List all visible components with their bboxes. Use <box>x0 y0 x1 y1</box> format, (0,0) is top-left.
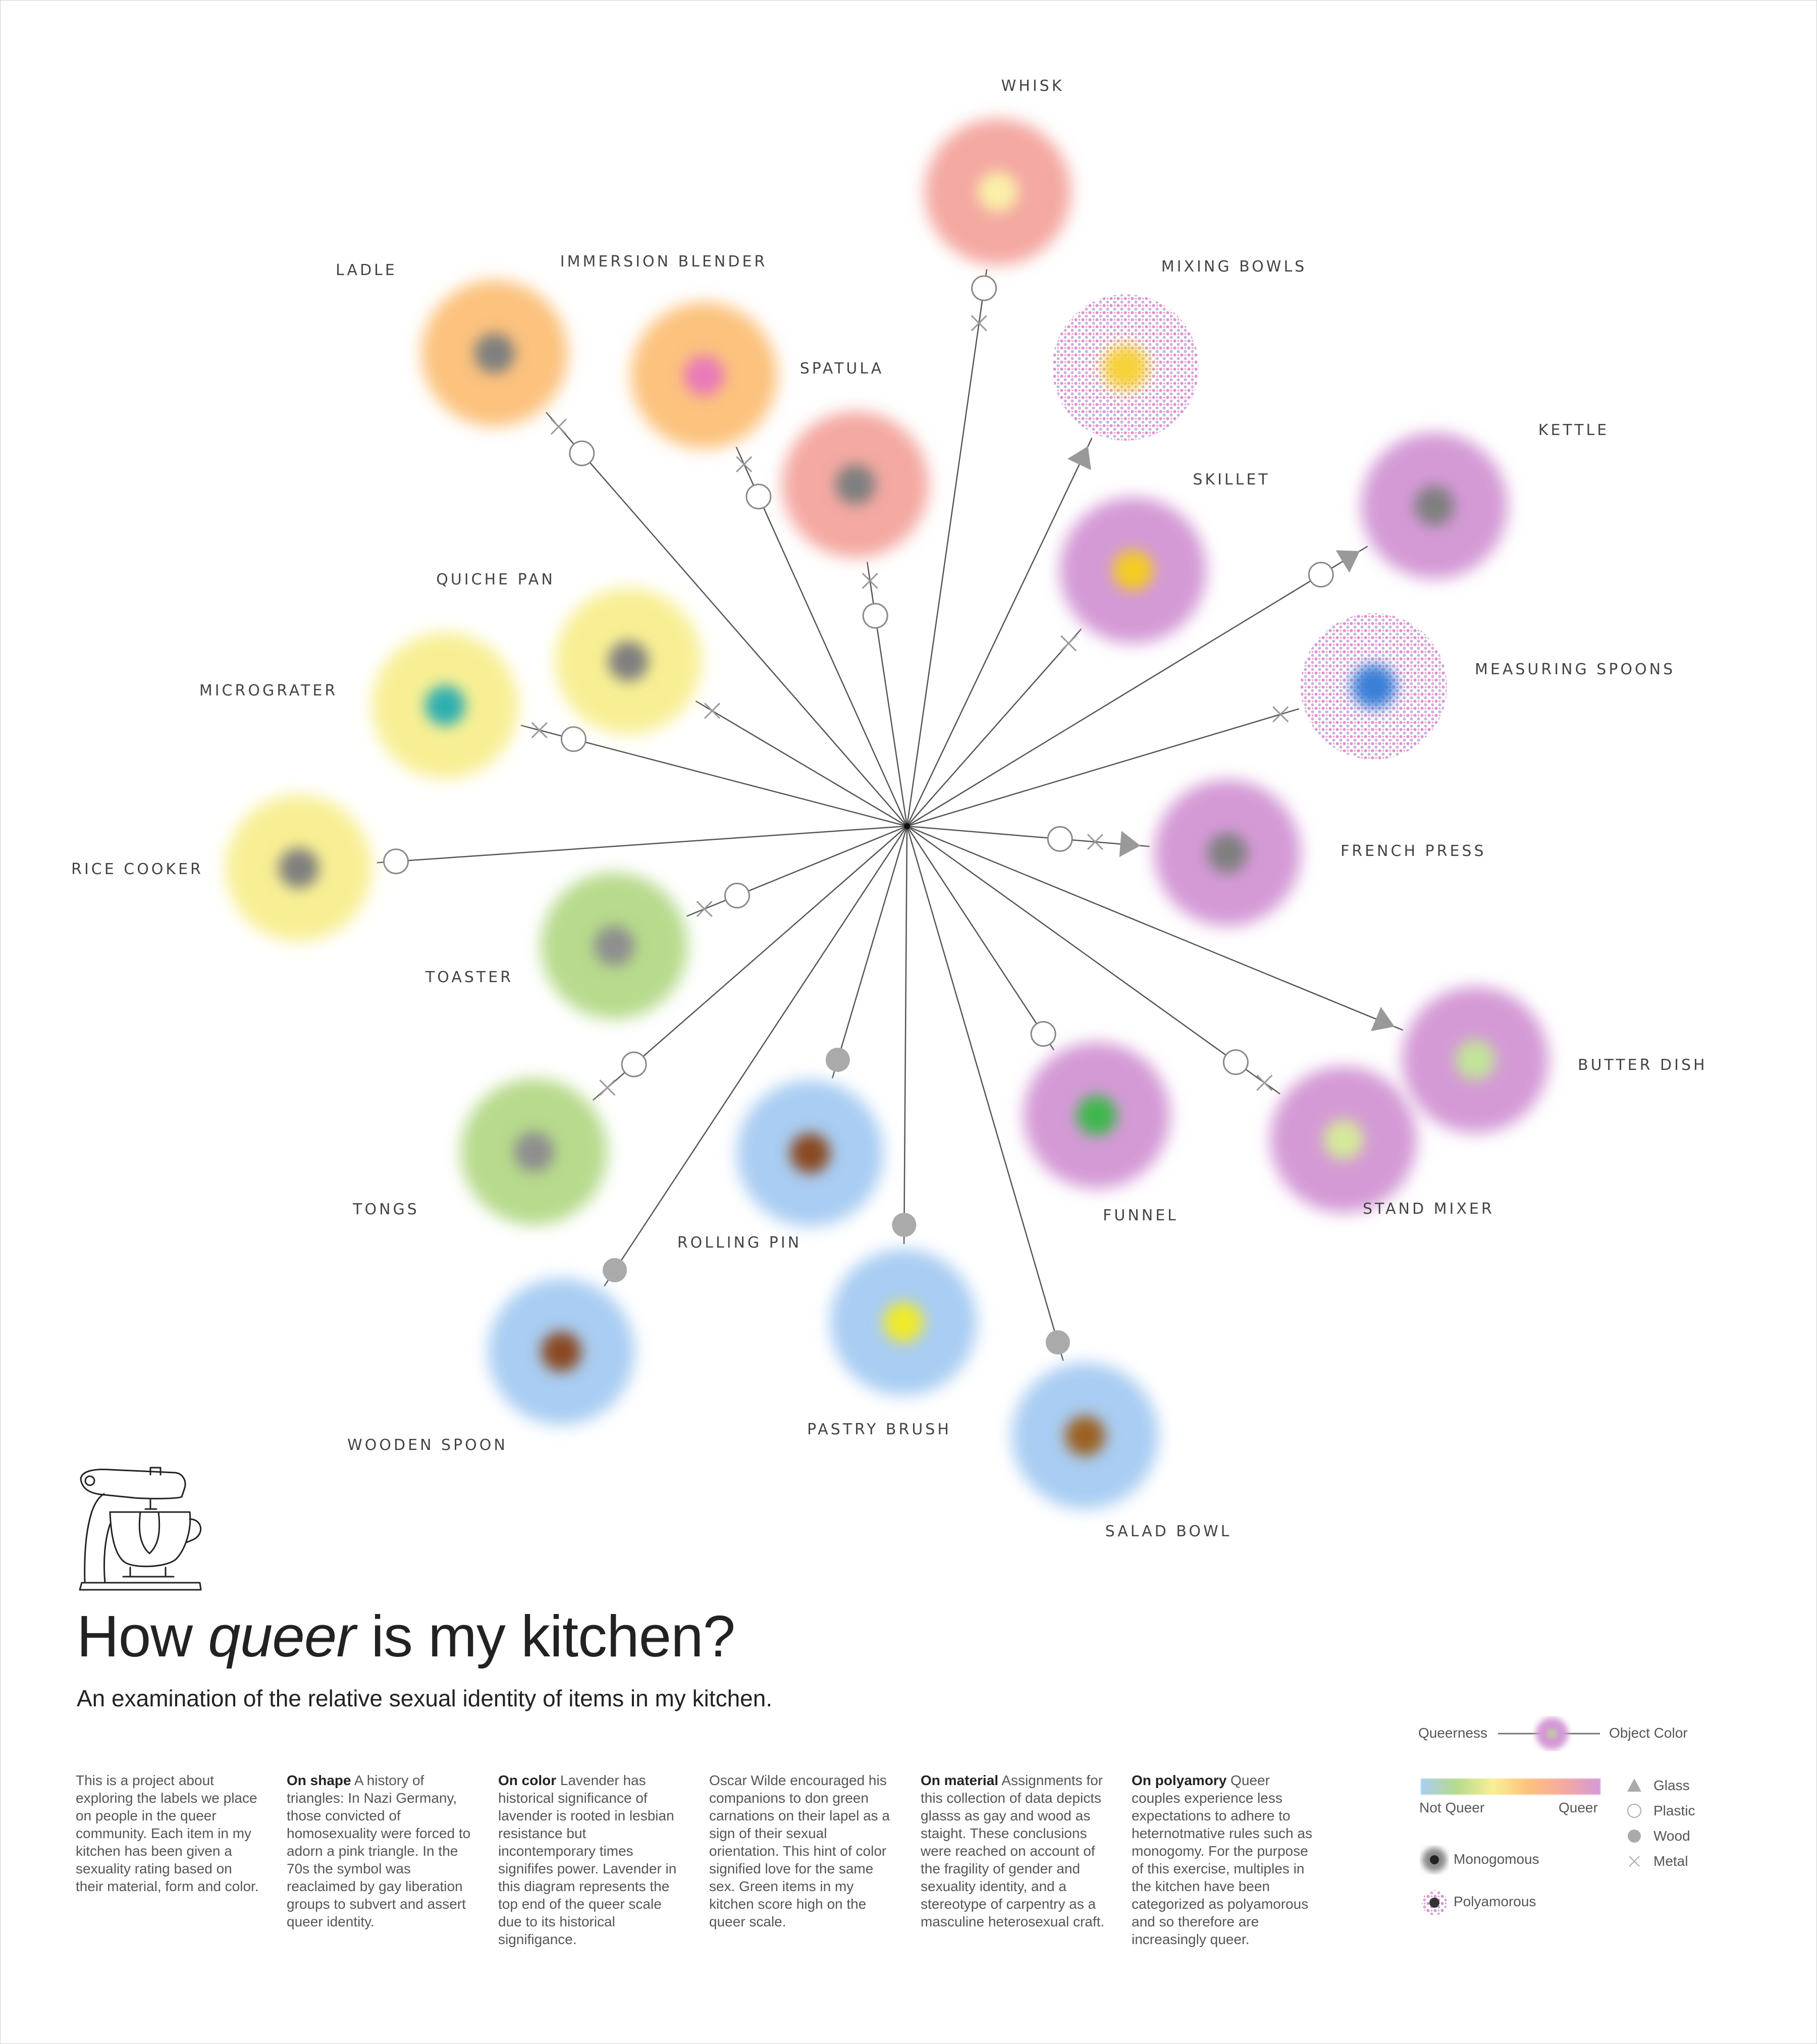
spoke-funnel <box>907 826 1054 1050</box>
item-core-butter-dish <box>1455 1040 1495 1080</box>
item-label-whisk: WHISK <box>1001 77 1064 95</box>
item-label-wooden-spoon: WOODEN SPOON <box>347 1436 508 1454</box>
plastic-marker-icon <box>1309 563 1333 587</box>
wood-dot-icon <box>1624 1826 1644 1846</box>
item-core-french-press <box>1207 833 1248 873</box>
item-label-funnel: FUNNEL <box>1103 1207 1179 1224</box>
plastic-marker-icon <box>384 849 408 874</box>
text-column-material: On material Assignments for this collection of data depicts glasss as gay and wood as staight. These conclusions were reached on account of the fragility of gender and sexuality identity, and a stereotype of carpentry as a masculine heterosexual craft. <box>921 1772 1105 1929</box>
text-column-shape: On shape A history of triangles: In Nazi Germany, those convicted of homosexuality were forced to adorn a pink triangle. In the 70s the symbol was reaclaimed by gay liberation groups to subvert and assert queer identity. <box>287 1772 471 1929</box>
text-column-polyamory: On polyamory Queer couples experience less expectations to adhere to heternotmative rules such as monogomy. For the purpose of this exercise, multiples in the kitchen have been categorized as polyamorous and so therefore are increasingly queer. <box>1132 1772 1312 1947</box>
item-core-measuring-spoons <box>1352 664 1396 709</box>
plastic-marker-icon <box>863 604 887 628</box>
polyamorous-icon <box>1419 1888 1450 1918</box>
plastic-marker-icon <box>1031 1022 1055 1046</box>
glass-triangle-icon <box>1624 1776 1644 1796</box>
legend-scale-low: Not Queer <box>1419 1800 1485 1815</box>
item-core-skillet <box>1113 550 1153 590</box>
plastic-marker-icon <box>622 1052 646 1077</box>
item-label-kettle: KETTLE <box>1538 421 1610 439</box>
item-core-whisk <box>978 172 1018 212</box>
metal-marker-icon <box>600 1080 615 1095</box>
item-label-spatula: SPATULA <box>799 360 884 378</box>
spoke-pastry-brush <box>904 826 907 1244</box>
item-label-tongs: TONGS <box>353 1201 419 1218</box>
item-label-quiche-pan: QUICHE PAN <box>436 571 555 588</box>
legend-object-color-label: Object Color <box>1609 1725 1688 1741</box>
metal-marker-icon <box>972 315 987 331</box>
plastic-marker-icon <box>1223 1050 1248 1074</box>
wood-marker-icon <box>826 1048 850 1072</box>
item-core-immersion-blender <box>684 355 724 396</box>
item-label-butter-dish: BUTTER DISH <box>1578 1056 1707 1074</box>
metal-cross-icon <box>1624 1851 1644 1871</box>
spoke-quiche-pan <box>696 701 907 826</box>
item-core-rice-cooker <box>279 848 319 888</box>
item-label-immersion-blender: IMMERSION BLENDER <box>560 253 768 271</box>
page-subtitle: An examination of the relative sexual identity of items in my kitchen. <box>77 1685 773 1711</box>
item-core-ladle <box>474 333 515 373</box>
legend-queer-scale-bar <box>1421 1779 1600 1795</box>
item-label-micrograter: MICROGRATER <box>199 682 338 700</box>
plastic-marker-icon <box>746 485 771 509</box>
item-label-measuring-spoons: MEASURING SPOONS <box>1475 661 1676 678</box>
wood-marker-icon <box>1046 1330 1070 1355</box>
legend-queerness-label: Queerness <box>1418 1725 1487 1741</box>
item-label-toaster: TOASTER <box>425 969 514 986</box>
item-core-micrograter <box>425 685 465 726</box>
item-label-salad-bowl: SALAD BOWL <box>1105 1523 1232 1540</box>
plastic-marker-icon <box>570 441 594 465</box>
metal-marker-icon <box>1273 707 1288 722</box>
legend-material-metal: Metal <box>1653 1853 1688 1869</box>
item-core-quiche-pan <box>608 641 649 681</box>
metal-marker-icon <box>1061 636 1076 651</box>
metal-marker-icon <box>736 457 752 472</box>
stand-mixer-illustration <box>75 1464 206 1595</box>
glass-marker-icon <box>1335 550 1360 572</box>
legend-material-glass: Glass <box>1653 1778 1690 1793</box>
wood-marker-icon <box>603 1258 627 1282</box>
wood-marker-icon <box>892 1213 916 1237</box>
item-core-mixing-bowls <box>1103 345 1148 390</box>
metal-marker-icon <box>705 703 720 718</box>
metal-marker-icon <box>532 723 547 738</box>
metal-marker-icon <box>863 573 878 588</box>
item-core-rolling-pin <box>790 1133 830 1173</box>
metal-marker-icon <box>697 901 712 917</box>
text-column-intro: This is a project about exploring the labels we place on people in the queer community. Each item in my kitchen has been given a sexuality rating based on their material, form and color. <box>76 1772 259 1894</box>
item-label-pastry-brush: PASTRY BRUSH <box>807 1421 951 1438</box>
glass-marker-icon <box>1067 446 1091 470</box>
page-title: How queer is my kitchen? <box>77 1603 735 1669</box>
metal-marker-icon <box>1257 1075 1272 1090</box>
plastic-marker-icon <box>972 276 996 300</box>
item-label-french-press: FRENCH PRESS <box>1341 842 1486 860</box>
spoke-french-press <box>907 826 1150 846</box>
plastic-marker-icon <box>1048 827 1072 851</box>
legend-material-plastic: Plastic <box>1653 1803 1695 1818</box>
item-label-skillet: SKILLET <box>1193 471 1270 489</box>
item-core-toaster <box>594 926 634 966</box>
spoke-rolling-pin <box>832 826 907 1078</box>
legend-scale-high: Queer <box>1559 1800 1598 1815</box>
glass-marker-icon <box>1119 831 1141 857</box>
center-hub <box>904 823 910 829</box>
plastic-circle-icon <box>1624 1801 1644 1821</box>
item-core-salad-bowl <box>1065 1416 1105 1456</box>
item-label-mixing-bowls: MIXING BOWLS <box>1161 258 1307 276</box>
item-core-funnel <box>1077 1095 1117 1136</box>
monogamous-icon <box>1419 1845 1450 1875</box>
item-core-wooden-spoon <box>541 1331 581 1372</box>
text-column-green: Oscar Wilde encouraged his companions to don green carnations on their lapel as a sign of their sexual orientation. This hint of color signified love for the same sex. Green items in my kitchen score high on the queer scale. <box>709 1772 890 1929</box>
item-label-rice-cooker: RICE COOKER <box>71 860 203 878</box>
legend-monogamous-label: Monogomous <box>1454 1851 1539 1867</box>
item-core-stand-mixer <box>1323 1119 1364 1160</box>
text-column-color: On color Lavender has historical significance of lavender is rooted in lesbian resistance but incontemporary times signififes power. Lavender in this diagram represents the top end of the queer scale due to its historical signifigance. <box>498 1772 677 1947</box>
item-label-stand-mixer: STAND MIXER <box>1363 1200 1494 1218</box>
legend-polyamorous-label: Polyamorous <box>1454 1894 1536 1909</box>
item-core-kettle <box>1414 486 1455 526</box>
item-core-pastry-brush <box>883 1302 924 1342</box>
plastic-marker-icon <box>725 884 749 908</box>
plastic-marker-icon <box>561 727 585 751</box>
legend-sample-graphic <box>1494 1716 1610 1751</box>
spoke-skillet <box>907 629 1081 826</box>
metal-marker-icon <box>551 419 566 434</box>
item-core-tongs <box>514 1132 554 1172</box>
item-label-rolling-pin: ROLLING PIN <box>677 1234 802 1252</box>
legend-material-wood: Wood <box>1653 1828 1690 1844</box>
item-label-ladle: LADLE <box>336 261 397 279</box>
spoke-rice-cooker <box>377 826 907 863</box>
item-core-spatula <box>835 464 876 505</box>
